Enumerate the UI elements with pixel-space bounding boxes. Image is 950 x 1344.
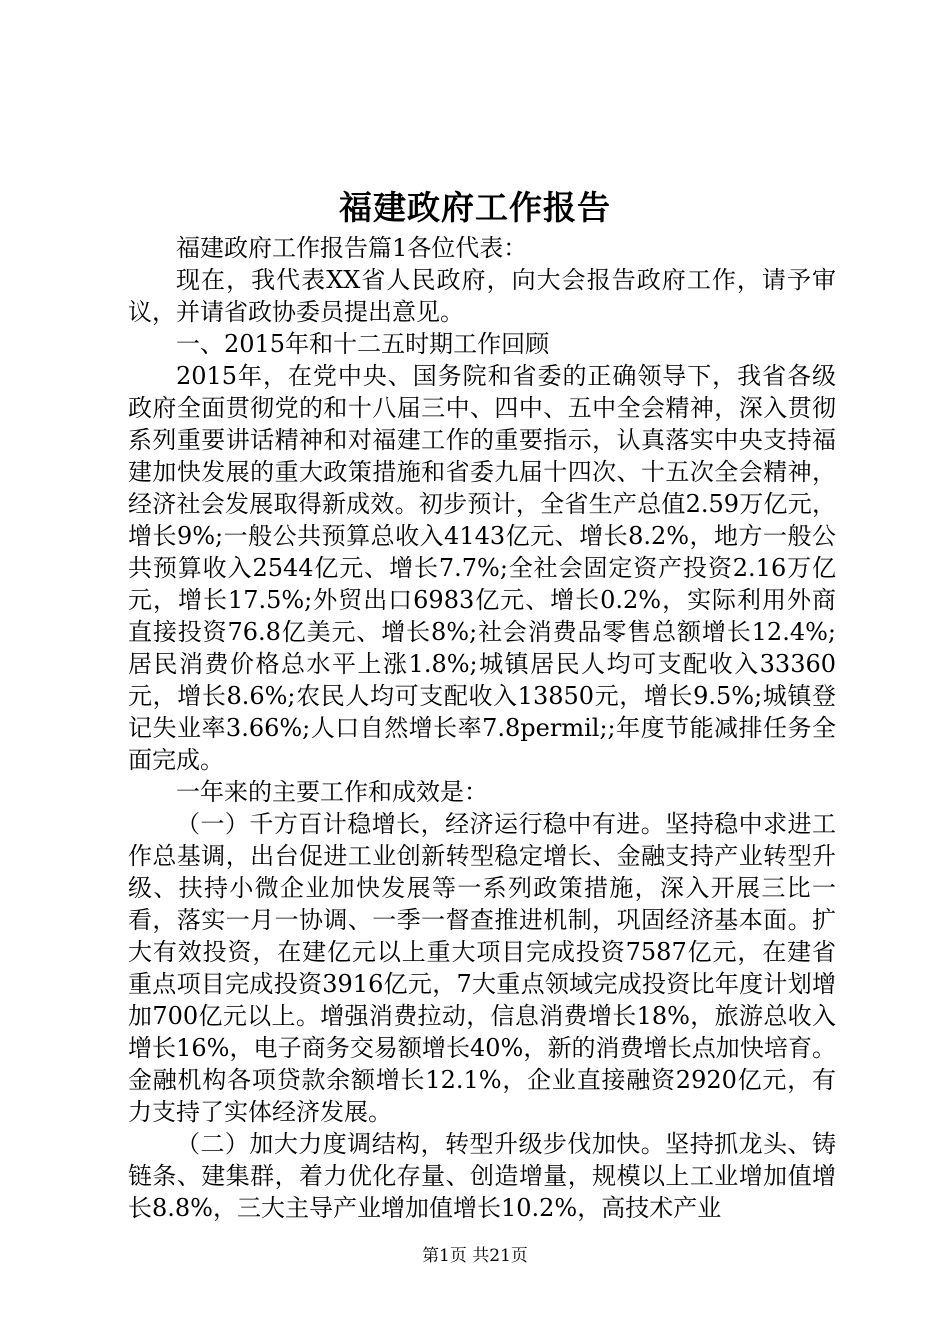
paragraph: 一年来的主要工作和成效是：: [176, 778, 488, 806]
page-indicator: 第1页 共21页: [422, 1246, 528, 1266]
paragraph: 福建政府工作报告篇1各位代表：: [176, 234, 528, 262]
document-body: [128, 232, 836, 1224]
paragraph: （一）千方百计稳增长，经济运行稳中有进。坚持稳中求进工作总基调，出台促进工业创新转型稳定增长、金融支持产业转型升级、扶持小微企业加快发展等一系列政策措施，深入开展三比一看，落实一月一协调、一季一督查推进机制，巩固经济基本面。扩大有效投资，在建亿元以上重大项目完成投资7587亿元，在建省重点项目完成投资3916亿元，7大重点领域完成投资比年度计划增加700亿元以上。增强消费拉动，信息消费增长18%，旅游总收入增长16%，电子商务交易额增长40%，新的消费增长点加快培育。金融机构各项贷款余额增长12.1%，企业直接融资2920亿元，有力支持了实体经济发展。: [128, 810, 836, 1126]
paragraph: 2015年，在党中央、国务院和省委的正确领导下，我省各级政府全面贯彻党的和十八届三中、四中、五中全会精神，深入贯彻系列重要讲话精神和对福建工作的重要指示，认真落实中央支持福建加快发展的重大政策措施和省委九届十四次、十五次全会精神，经济社会发展取得新成效。初步预计，全省生产总值2.59万亿元，增长9%;一般公共预算总收入4143亿元、增长8.2%，地方一般公共预算收入2544亿元、增长7.7%;全社会固定资产投资2.16万亿元，增长17.5%;外贸出口6983亿元、增长0.2%，实际利用外商直接投资76.8亿美元、增长8%;社会消费品零售总额增长12.4%;居民消费价格总水平上涨1.8%;城镇居民人均可支配收入33360元，增长8.6%;农民人均可支配收入13850元，增长9.5%;城镇登记失业率3.66%;人口自然增长率7.8permil;;年度节能减排任务全面完成。: [128, 362, 836, 774]
paragraph: 一、2015年和十二五时期工作回顾: [176, 330, 550, 358]
paragraph: （二）加大力度调结构，转型升级步伐加快。坚持抓龙头、铸链条、建集群，着力优化存量、创造增量，规模以上工业增加值增长8.8%，三大主导产业增加值增长10.2%，高技术产业: [128, 1130, 836, 1222]
document-title: 福建政府工作报告: [339, 188, 611, 227]
paragraph: 现在，我代表XX省人民政府，向大会报告政府工作，请予审议，并请省政协委员提出意见。: [128, 266, 836, 326]
